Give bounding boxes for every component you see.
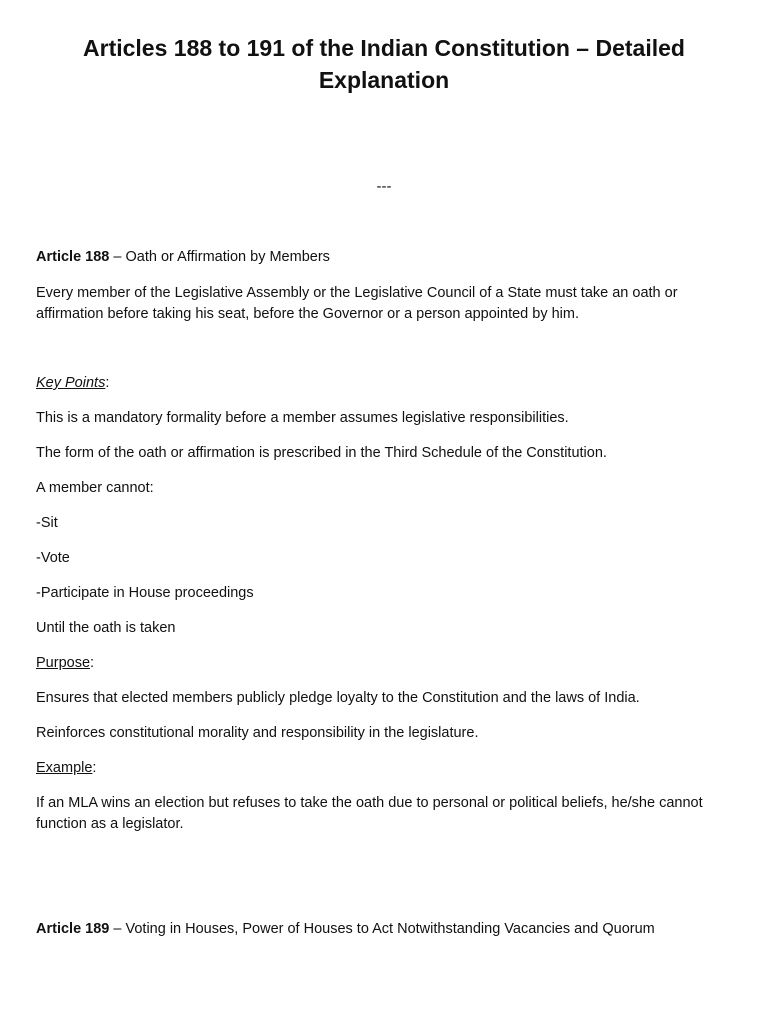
- example-colon: :: [92, 760, 97, 776]
- example-label: Example: [36, 760, 93, 776]
- document-title: Articles 188 to 191 of the Indian Constitution – Detailed Explanation: [83, 35, 685, 93]
- key-points-colon: :: [105, 375, 110, 391]
- key-point-item: -Sit: [36, 515, 58, 531]
- key-point-item: -Vote: [36, 550, 70, 566]
- example-text: If an MLA wins an election but refuses to take the oath due to personal or political beliefs, he/she cannot function as a legislator.: [36, 795, 703, 832]
- purpose-item: Reinforces constitutional morality and responsibility in the legislature.: [36, 725, 479, 741]
- article-189-heading: [36, 919, 736, 940]
- key-point-item: This is a mandatory formality before a member assumes legislative responsibilities.: [36, 410, 569, 426]
- key-point-item: Until the oath is taken: [36, 620, 176, 636]
- article-188-label: Article 188: [36, 249, 110, 265]
- purpose-item: Ensures that elected members publicly pledge loyalty to the Constitution and the laws of India.: [36, 690, 640, 706]
- key-point-item: -Participate in House proceedings: [36, 585, 254, 601]
- article-188-heading: [36, 247, 736, 268]
- key-points-heading: [36, 373, 736, 394]
- article-189-title: – Voting in Houses, Power of Houses to Act Notwithstanding Vacancies and Quorum: [109, 921, 655, 937]
- example-heading: [36, 758, 736, 779]
- purpose-label: Purpose: [36, 655, 91, 671]
- purpose-heading: [36, 653, 736, 674]
- article-188-intro: Every member of the Legislative Assembly or the Legislative Council of a State must take an oath or affirmation before taking his seat, before the Governor or a person appointed by him.: [36, 285, 678, 322]
- purpose-colon: :: [90, 655, 95, 671]
- key-points-label: Key Points: [36, 375, 106, 391]
- article-189-label: Article 189: [36, 921, 110, 937]
- key-point-item: A member cannot:: [36, 480, 154, 496]
- key-point-item: The form of the oath or affirmation is prescribed in the Third Schedule of the Constitution.: [36, 445, 607, 461]
- section-separator: ---: [376, 178, 392, 195]
- article-188-title: – Oath or Affirmation by Members: [109, 249, 330, 265]
